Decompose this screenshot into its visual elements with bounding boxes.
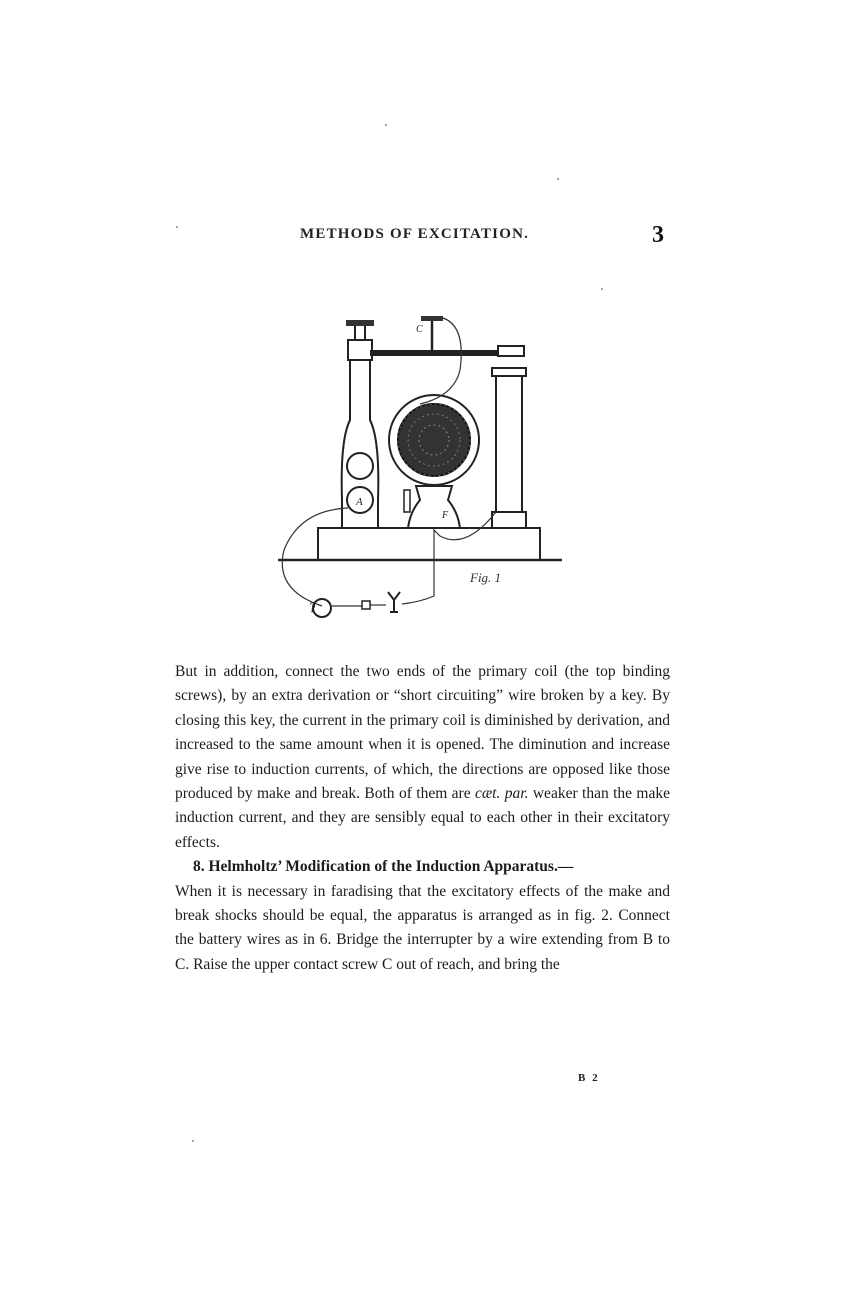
latin-abbreviation: cæt. par.	[474, 785, 529, 803]
signature-mark: B 2	[578, 1072, 600, 1084]
paragraph-1-end: weaker than the make induction current, and they are sensibly equal to each other in their excitatory effects.	[175, 785, 670, 851]
base-platform	[318, 528, 540, 560]
figure-induction-apparatus	[270, 300, 580, 640]
figure-caption: Fig. 1	[470, 570, 502, 585]
label-f: F	[442, 510, 449, 521]
print-speck	[557, 178, 559, 180]
paragraph-1	[175, 660, 670, 855]
key-switch-icon	[388, 592, 400, 612]
paragraph-2: When it is necessary in faradising that the excitatory effects of the make and break shocks should be equal, the apparatus is arranged as in fig. 2. Connect the battery wires as in 6. Bridge the interrupter by a wire extending from B to C. Raise the upper contact screw C out of reach, and bring the	[175, 882, 670, 973]
print-speck	[385, 124, 387, 126]
label-c: C	[416, 324, 423, 335]
body-text	[175, 660, 670, 977]
right-pillar	[496, 372, 522, 520]
battery-cell	[313, 599, 331, 617]
print-speck	[601, 288, 603, 290]
battery-cell-icon: ˀ	[310, 598, 316, 623]
right-pillar-foot	[492, 512, 526, 528]
paragraph-1-text: But in addition, connect the two ends of the primary coil (the top binding screws), by an extra derivation or “short circuiting” wire broken by a key. By closing this key, the current in the primary coil is diminished by derivation, and increased to the same amount when it is opened. The diminution and increase give rise to induction currents, of which, the directions are opposed like those produced by make and break. Both of them are	[175, 663, 670, 803]
print-speck	[176, 226, 178, 228]
induction-apparatus-illustration	[270, 300, 580, 640]
key-block	[362, 601, 370, 609]
pillar-ring-upper	[347, 453, 373, 479]
right-pillar-cap	[492, 368, 526, 376]
binding-screw-head	[346, 320, 374, 326]
coil-stand	[408, 486, 460, 528]
wire-upper	[420, 318, 461, 404]
stand-screw	[404, 490, 410, 512]
contact-screw-head	[421, 316, 443, 321]
page-number: 3	[652, 222, 664, 248]
label-a: A	[356, 496, 363, 508]
running-title: METHODS OF EXCITATION.	[300, 226, 530, 242]
top-bar-end	[498, 346, 524, 356]
section-8	[175, 855, 670, 879]
pillar-cap	[348, 340, 372, 360]
section-heading: 8. Helmholtz’ Modification of the Induction Apparatus.—	[193, 858, 574, 876]
print-speck	[192, 1140, 194, 1142]
